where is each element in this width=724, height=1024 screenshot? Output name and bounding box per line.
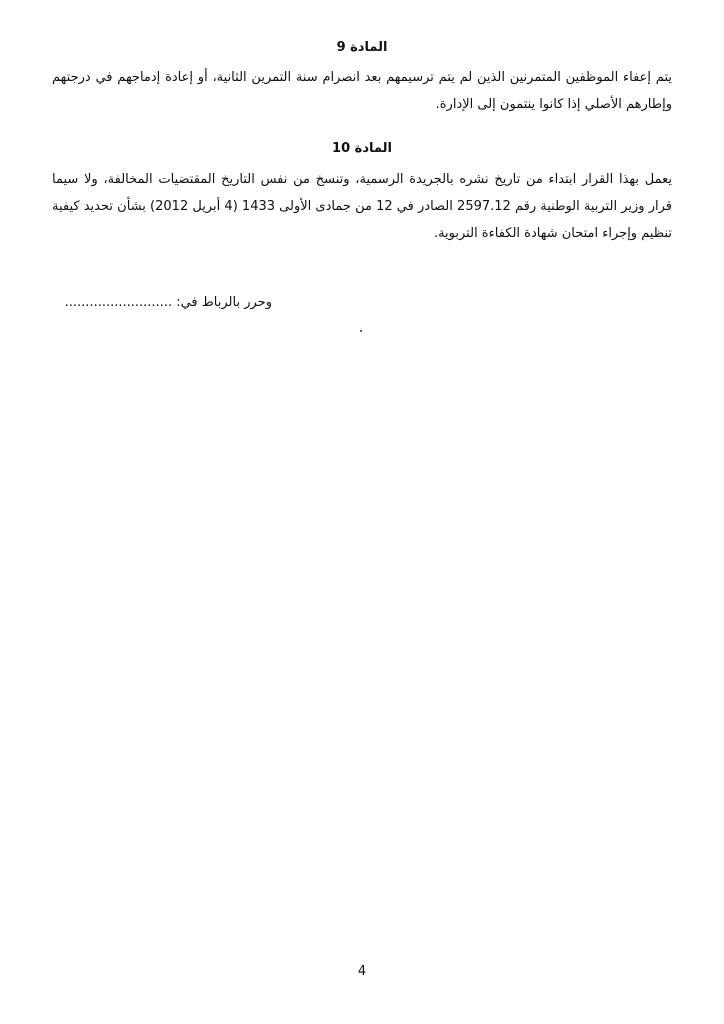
article-9-line-1: يتم إعفاء الموظفين المتمرنين الذين لم يتم ترسيمهم بعد انصرام سنة التمرين الثانية، أو إعادة إدماجهم في درجتهم xyxy=(52,70,672,85)
article-10-heading: المادة 10 xyxy=(332,141,392,156)
article-10-line-1: يعمل بهذا القرار ابتداء من تاريخ نشره بالجريدة الرسمية، وتنسخ من نفس التاريخ المقتضيات المخالفة، ولا سيما xyxy=(52,172,672,187)
article-10-line-3: تنظيم وإجراء امتحان شهادة الكفاءة التربوية. xyxy=(433,226,672,241)
article-9-line-2: وإطارهم الأصلي إذا كانوا ينتمون إلى الإدارة. xyxy=(435,97,672,112)
article-9-body xyxy=(52,64,672,118)
stray-dot-mark xyxy=(360,330,362,332)
article-10-body xyxy=(52,166,672,247)
page-number: 4 xyxy=(357,964,367,979)
article-9-heading: المادة 9 xyxy=(336,40,388,55)
signoff-place-date: وحرر بالرباط في: .......................... xyxy=(64,295,272,310)
article-10-line-2: قرار وزير التربية الوطنية رقم 2597.12 الصادر في 12 من جمادى الأولى 1433 (4 أبريل 2012) بشأن تحديد كيفية xyxy=(52,199,672,214)
